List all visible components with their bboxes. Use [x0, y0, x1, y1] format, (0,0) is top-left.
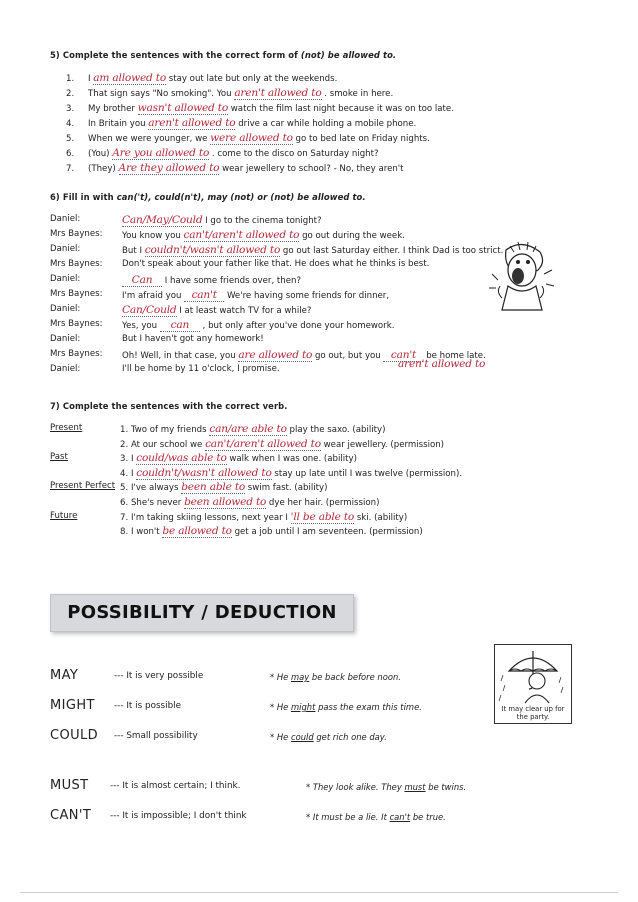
item-prompt: I — [130, 454, 134, 465]
dialogue-text: But I — [122, 246, 142, 256]
dialogue-speaker: Mrs Baynes: — [50, 229, 103, 239]
handwritten-answer: aren't allowed to — [234, 87, 322, 99]
handwritten-answer: been allowed to — [184, 496, 267, 508]
item-rest: go to bed late on Friday nights. — [295, 134, 430, 144]
dialogue-text: go out last Saturday either. I think Dad is too strict. — [282, 246, 504, 256]
tense-label: Present — [50, 423, 83, 433]
handwritten-answer: wasn't allowed to — [137, 102, 229, 114]
dialogue-line — [122, 334, 264, 344]
dialogue-text: go out, but you — [314, 351, 381, 361]
meaning-text: It is possible — [126, 701, 182, 711]
exercise-5-item — [66, 102, 454, 115]
dialogue-text: go out during the week. — [302, 231, 405, 241]
handwritten-answer: Can/May/Could — [122, 214, 203, 226]
item-number: 4. — [120, 468, 129, 479]
dialogue-text: We're having some friends for dinner, — [226, 291, 390, 301]
modal-meaning — [110, 781, 240, 791]
item-number: 8. — [120, 527, 129, 538]
dialogue-speaker: Mrs Baynes: — [50, 259, 103, 269]
exercise-7-item — [120, 452, 357, 465]
item-number: 7. — [66, 164, 75, 174]
example-text: * He — [270, 732, 289, 742]
item-number: 1. — [120, 425, 129, 435]
exercise-5-item — [66, 162, 404, 175]
dialogue-line — [122, 364, 280, 374]
dialogue-text: I at least watch TV for a while? — [179, 306, 312, 316]
dialogue-speaker: Daniel: — [50, 334, 81, 344]
modal-example — [270, 732, 387, 742]
item-prompt: When we were younger, we — [88, 134, 208, 144]
modal-meaning — [110, 811, 247, 821]
example-modal: might — [290, 702, 316, 712]
dialogue-text: Yes, you — [122, 321, 158, 331]
item-prompt: She's never — [130, 498, 182, 508]
handwritten-answer: Are they allowed to — [118, 162, 220, 174]
item-rest: stay up late until I was twelve (permission). — [274, 468, 463, 479]
shouting-boy-illustration — [488, 240, 558, 314]
item-prompt: I — [88, 74, 91, 84]
item-number: 2. — [120, 439, 129, 450]
item-rest: watch the film last night because it was on too late. — [230, 104, 454, 114]
dialogue-line — [122, 259, 429, 269]
example-text: * He — [270, 702, 289, 712]
handwritten-answer: were allowed to — [210, 132, 293, 144]
modal-verb: MUST — [50, 778, 89, 793]
tense-label: Future — [50, 510, 78, 521]
handwritten-answer: be allowed to — [162, 525, 232, 538]
modal-example — [270, 702, 422, 712]
meaning-dash: --- — [110, 781, 120, 791]
dialogue-speaker: Daniel: — [50, 304, 81, 314]
example-text: be true. — [412, 812, 446, 822]
dialogue-text: You know you — [122, 231, 181, 241]
item-prompt: I won't — [130, 527, 160, 538]
modal-example — [306, 812, 446, 822]
item-number: 5. — [66, 134, 75, 144]
meaning-dash: --- — [114, 701, 124, 711]
example-text: be twins. — [428, 782, 467, 792]
item-number: 4. — [66, 119, 75, 129]
exercise-5-heading-text: 5) Complete the sentences with the correct form of — [50, 50, 298, 60]
dialogue-line — [122, 319, 394, 332]
item-rest: . come to the disco on Saturday night? — [211, 149, 379, 159]
exercise-6-heading-text: 6) Fill in with — [50, 192, 114, 202]
exercise-7-heading: 7) Complete the sentences with the correct verb. — [50, 401, 288, 411]
exercise-6-heading — [50, 192, 366, 202]
exercise-6-heading-italic: can('t), could(n't), may (not) or (not) be allowed to. — [116, 192, 366, 202]
exercise-5-item — [66, 132, 430, 145]
item-rest: walk when I was one. (ability) — [229, 454, 357, 465]
dialogue-speaker: Daniel: — [50, 244, 81, 254]
modal-meaning — [114, 671, 203, 681]
example-text: be back before noon. — [311, 672, 401, 682]
meaning-dash: --- — [114, 671, 124, 681]
item-prompt: I'm taking skiing lessons, next year I — [130, 512, 288, 523]
example-text: pass the exam this time. — [318, 702, 422, 712]
handwritten-answer: aren't allowed to — [148, 117, 236, 129]
meaning-text: It is impossible; I don't think — [122, 811, 247, 821]
handwritten-answer: can — [160, 319, 200, 332]
example-text: * They look alike. They — [306, 782, 402, 792]
meaning-dash: --- — [110, 811, 120, 821]
item-number: 3. — [120, 454, 129, 465]
exercise-7-item — [120, 511, 407, 524]
item-prompt: That sign says "No smoking". You — [88, 89, 232, 99]
margin-note: aren't allowed to — [398, 358, 486, 370]
dialogue-line — [122, 289, 389, 302]
item-number: 7. — [120, 512, 129, 523]
item-rest: play the saxo. (ability) — [289, 425, 386, 435]
dialogue-text: be home late. — [426, 351, 486, 361]
exercise-7-item — [120, 481, 327, 494]
example-modal: must — [404, 782, 426, 792]
dialogue-speaker: Mrs Baynes: — [50, 289, 103, 299]
meaning-text: It is almost certain; I think. — [122, 781, 241, 791]
exercise-5-heading — [50, 50, 396, 60]
dialogue-text: , but only after you've done your homework. — [202, 321, 395, 331]
handwritten-answer: could/was able to — [136, 452, 227, 465]
item-rest: get a job until I am seventeen. (permission) — [234, 527, 423, 538]
modal-example — [270, 672, 401, 682]
section-title-banner: POSSIBILITY / DEDUCTION — [50, 594, 354, 632]
item-prompt: My brother — [88, 104, 135, 114]
exercise-5-item — [66, 87, 393, 100]
exercise-7-item — [120, 423, 385, 436]
item-prompt: At our school we — [130, 439, 203, 450]
item-rest: dye her hair. (permission) — [268, 498, 380, 508]
item-number: 6. — [120, 498, 129, 508]
handwritten-answer: Can/Could — [122, 304, 177, 316]
umbrella-man-icon — [495, 645, 571, 705]
dialogue-text: I'll be home by 11 o'clock, I promise. — [122, 364, 280, 374]
exercise-5-heading-italic: (not) be allowed to. — [300, 50, 397, 60]
exercise-7-item — [120, 467, 462, 480]
item-rest: drive a car while holding a mobile phone. — [238, 119, 417, 129]
example-modal: may — [290, 672, 310, 682]
dialogue-speaker: Mrs Baynes: — [50, 349, 103, 359]
item-rest: swim fast. (ability) — [247, 483, 328, 494]
handwritten-answer: 'll be able to — [290, 510, 355, 523]
item-number: 3. — [66, 104, 75, 114]
item-prompt: (You) — [88, 149, 110, 159]
handwritten-answer: can't/aren't allowed to — [183, 229, 300, 241]
example-text: * He — [270, 672, 289, 682]
exercise-5-item — [66, 147, 379, 160]
dialogue-speaker: Daniel: — [50, 274, 81, 284]
exercise-5-item — [66, 72, 337, 85]
dialogue-line — [122, 244, 503, 257]
modal-meaning — [114, 701, 181, 711]
handwritten-answer: been able to — [181, 481, 246, 494]
dialogue-speaker: Daniel: — [50, 364, 81, 374]
item-number: 5. — [120, 483, 129, 494]
item-rest: ski. (ability) — [356, 512, 408, 523]
modal-verb: CAN'T — [50, 808, 92, 823]
dialogue-line — [122, 229, 405, 242]
handwritten-answer: couldn't/wasn't allowed to — [136, 466, 272, 479]
umbrella-picture — [494, 644, 572, 724]
modal-meaning — [114, 731, 198, 741]
handwritten-answer: can't — [184, 289, 224, 302]
item-prompt: I've always — [130, 483, 179, 494]
modal-example — [306, 782, 466, 792]
exercise-7-item — [120, 438, 444, 451]
dialogue-text: Don't speak about your father like that. He does what he thinks is best. — [122, 259, 430, 269]
handwritten-answer: Can — [122, 274, 162, 287]
handwritten-answer: are allowed to — [238, 349, 313, 361]
dialogue-text: I'm afraid you — [122, 291, 182, 301]
example-modal: could — [290, 732, 314, 742]
dialogue-line — [122, 304, 311, 317]
dialogue-line — [122, 274, 301, 287]
item-number: 2. — [66, 89, 75, 99]
handwritten-answer: Are you allowed to — [112, 147, 210, 159]
dialogue-text: But I haven't got any homework! — [122, 334, 264, 344]
example-text: * It must be a lie. It — [306, 812, 387, 822]
handwritten-answer: can't/aren't allowed to — [205, 437, 321, 450]
item-number: 1. — [66, 74, 75, 84]
handwritten-answer: couldn't/wasn't allowed to — [144, 244, 281, 256]
modal-verb: MAY — [50, 668, 79, 683]
dialogue-speaker: Daniel: — [50, 214, 81, 224]
item-prompt: (They) — [88, 164, 116, 174]
dialogue-text: I go to the cinema tonight? — [205, 216, 322, 226]
exercise-5-item — [66, 117, 416, 130]
exercise-7-item — [120, 525, 423, 538]
item-rest: wear jewellery to school? - No, they aren't — [222, 164, 404, 174]
item-rest: wear jewellery. (permission) — [323, 439, 445, 450]
dialogue-line — [122, 214, 322, 227]
handwritten-answer: can/are able to — [209, 423, 287, 435]
tense-label: Past — [50, 452, 68, 463]
item-number: 6. — [66, 149, 75, 159]
modal-verb: COULD — [50, 728, 99, 743]
dialogue-text: Oh! Well, in that case, you — [122, 351, 236, 361]
item-rest: . smoke in here. — [324, 89, 394, 99]
modal-verb: MIGHT — [50, 698, 95, 713]
meaning-text: Small possibility — [126, 731, 198, 741]
dialogue-text: I have some friends over, then? — [164, 276, 302, 286]
picture-caption: It may clear up for the party. — [501, 705, 565, 721]
item-prompt: Two of my friends — [130, 425, 207, 435]
example-text: get rich one day. — [316, 732, 387, 742]
handwritten-answer: can't — [383, 349, 423, 362]
exercise-7-item — [120, 496, 379, 509]
meaning-text: It is very possible — [126, 671, 204, 681]
item-rest: stay out late but only at the weekends. — [168, 74, 338, 84]
example-modal: can't — [389, 812, 411, 822]
handwritten-answer: am allowed to — [93, 72, 167, 84]
dialogue-speaker: Mrs Baynes: — [50, 319, 103, 329]
item-prompt: I — [130, 468, 134, 479]
meaning-dash: --- — [114, 731, 124, 741]
tense-label: Present Perfect — [50, 481, 116, 492]
bottom-divider — [20, 892, 618, 893]
item-prompt: In Britain you — [88, 119, 146, 129]
